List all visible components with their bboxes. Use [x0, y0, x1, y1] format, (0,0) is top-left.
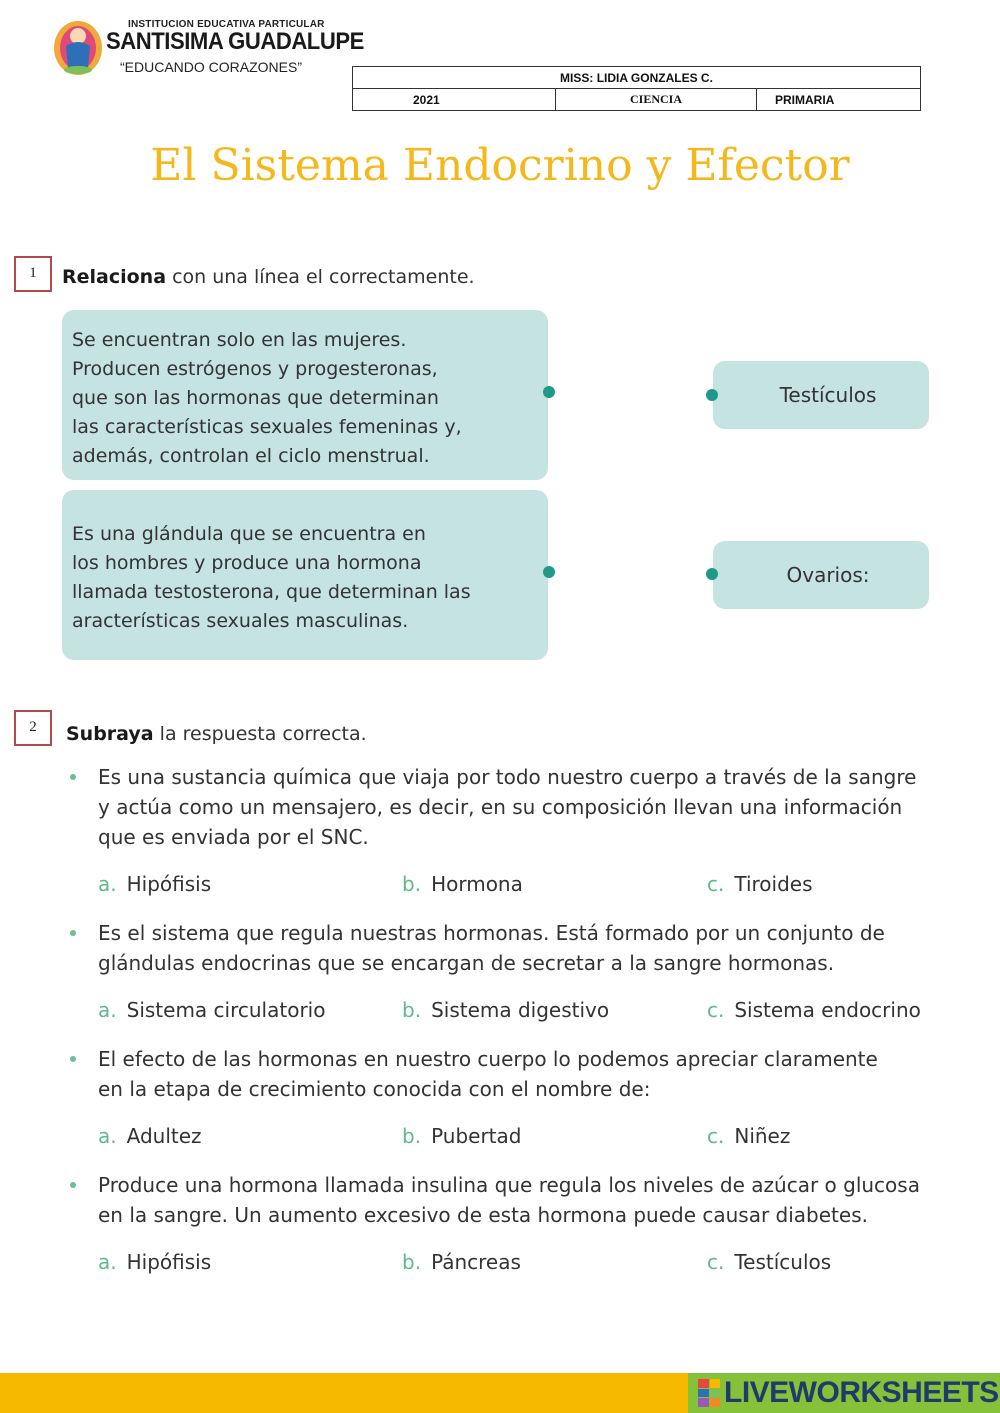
info-table: [352, 66, 921, 111]
option-text: Pubertad: [431, 1124, 522, 1148]
card-line: los hombres y produce una hormona: [72, 552, 422, 574]
q4-option-c[interactable]: [707, 1250, 831, 1274]
question-line: en la sangre. Un aumento excesivo de esta hormona puede causar diabetes.: [98, 1203, 868, 1227]
question-4: [98, 1170, 948, 1230]
section-number-2: 2: [14, 710, 52, 746]
option-text: Niñez: [734, 1124, 791, 1148]
level-cell: PRIMARIA: [757, 89, 921, 111]
question-line: Es una sustancia química que viaja por todo nuestro cuerpo a través de la sangre: [98, 765, 917, 789]
match-dot-left-1[interactable]: [543, 386, 555, 398]
question-2: [98, 918, 948, 978]
q4-option-b[interactable]: [402, 1250, 521, 1274]
option-text: Sistema circulatorio: [126, 998, 326, 1022]
q3-option-b[interactable]: [402, 1124, 521, 1148]
option-text: Adultez: [126, 1124, 202, 1148]
match-left-card-1: [62, 310, 548, 480]
option-text: Hormona: [431, 872, 523, 896]
card-line: llamada testosterona, que determinan las: [72, 581, 471, 603]
option-letter: a.: [98, 1250, 117, 1274]
question-line: Produce una hormona llamada insulina que regula los niveles de azúcar o glucosa: [98, 1173, 920, 1197]
option-letter: a.: [98, 1124, 117, 1148]
q1-option-b[interactable]: [402, 872, 523, 896]
q2-option-c[interactable]: [707, 998, 921, 1022]
option-letter: a.: [98, 872, 117, 896]
q2-option-a[interactable]: [98, 998, 325, 1022]
subject-cell: CIENCIA: [556, 89, 757, 111]
year-cell: 2021: [353, 89, 556, 111]
q3-option-a[interactable]: [98, 1124, 202, 1148]
option-text: Sistema digestivo: [431, 998, 610, 1022]
section1-instruction-bold: Relaciona: [62, 266, 167, 288]
section1-instruction: [62, 266, 475, 288]
question-line: que es enviada por el SNC.: [98, 825, 369, 849]
option-text: Tiroides: [734, 872, 813, 896]
card-line: Es una glándula que se encuentra en: [72, 523, 426, 545]
option-letter: b.: [402, 872, 422, 896]
match-dot-left-2[interactable]: [543, 566, 555, 578]
section2-instruction: [66, 723, 367, 745]
card-line: Se encuentran solo en las mujeres.: [72, 329, 407, 351]
liveworksheets-logo[interactable]: [688, 1373, 1000, 1413]
liveworksheets-grid-icon: [698, 1379, 720, 1407]
section2-instruction-rest: la respuesta correcta.: [153, 723, 367, 745]
option-letter: c.: [707, 872, 725, 896]
section2-instruction-bold: Subraya: [66, 723, 154, 745]
page-title: El Sistema Endocrino y Efector: [150, 140, 850, 191]
option-letter: c.: [707, 1124, 725, 1148]
school-logo-icon: [52, 18, 104, 76]
teacher-cell: MISS: LIDIA GONZALES C.: [353, 67, 921, 89]
question-line: glándulas endocrinas que se encargan de secretar a la sangre hormonas.: [98, 951, 835, 975]
q4-option-a[interactable]: [98, 1250, 211, 1274]
question-line: Es el sistema que regula nuestras hormonas. Está formado por un conjunto de: [98, 921, 885, 945]
section-number-1: 1: [14, 256, 52, 292]
institution-motto: “EDUCANDO CORAZONES”: [120, 59, 303, 75]
match-left-card-2: [62, 490, 548, 660]
bullet-icon: [70, 930, 76, 936]
q1-option-c[interactable]: [707, 872, 813, 896]
card-line: además, controlan el ciclo menstrual.: [72, 445, 430, 467]
card-line: aracterísticas sexuales masculinas.: [72, 610, 409, 632]
option-letter: c.: [707, 1250, 725, 1274]
bullet-icon: [70, 1182, 76, 1188]
option-letter: c.: [707, 998, 725, 1022]
q1-option-a[interactable]: [98, 872, 211, 896]
option-letter: b.: [402, 1250, 422, 1274]
card-line: que son las hormonas que determinan: [72, 387, 439, 409]
liveworksheets-brand: LIVEWORKSHEETS: [724, 1376, 999, 1409]
institution-type: INSTITUCION EDUCATIVA PARTICULAR: [128, 19, 325, 30]
option-text: Hipófisis: [126, 1250, 212, 1274]
match-right-card-1: Testículos: [713, 361, 929, 429]
question-1: [98, 762, 948, 852]
option-letter: a.: [98, 998, 117, 1022]
bullet-icon: [70, 774, 76, 780]
option-text: Hipófisis: [126, 872, 212, 896]
question-line: El efecto de las hormonas en nuestro cuerpo lo podemos apreciar claramente: [98, 1047, 878, 1071]
option-letter: b.: [402, 1124, 422, 1148]
q3-option-c[interactable]: [707, 1124, 790, 1148]
q2-option-b[interactable]: [402, 998, 609, 1022]
match-right-card-2: Ovarios:: [713, 541, 929, 609]
bullet-icon: [70, 1056, 76, 1062]
option-text: Sistema endocrino: [734, 998, 921, 1022]
option-letter: b.: [402, 998, 422, 1022]
option-text: Testículos: [734, 1250, 832, 1274]
section1-instruction-rest: con una línea el correctamente.: [166, 266, 475, 288]
card-line: Producen estrógenos y progesteronas,: [72, 358, 438, 380]
institution-name: SANTISIMA GUADALUPE: [106, 28, 364, 55]
option-text: Páncreas: [431, 1250, 521, 1274]
match-dot-right-1[interactable]: [706, 389, 718, 401]
question-3: [98, 1044, 948, 1104]
question-line: en la etapa de crecimiento conocida con el nombre de:: [98, 1077, 651, 1101]
card-line: las características sexuales femeninas y,: [72, 416, 462, 438]
match-dot-right-2[interactable]: [706, 568, 718, 580]
question-line: y actúa como un mensajero, es decir, en su composición llevan una información: [98, 795, 903, 819]
